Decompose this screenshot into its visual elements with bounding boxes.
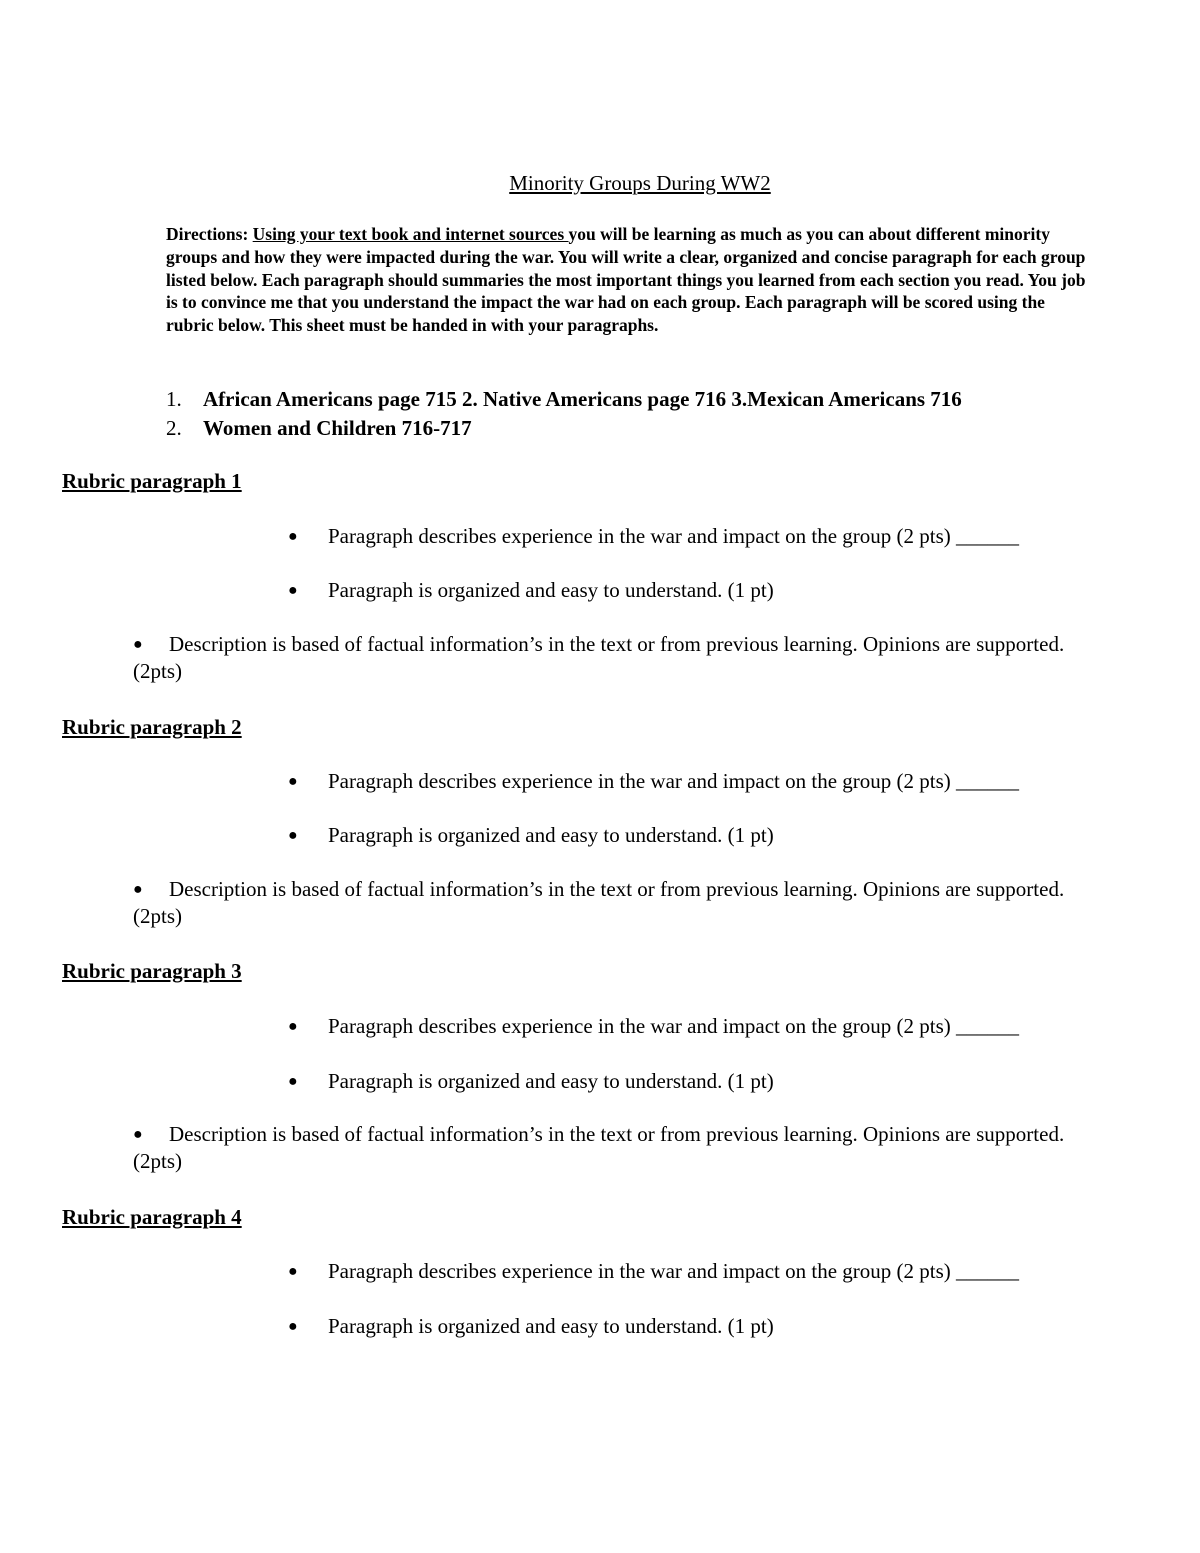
rubric-item-text: Paragraph describes experience in the war and impact on the group (2 pts) ______ bbox=[328, 1259, 1020, 1283]
rubric-item bbox=[288, 1257, 1019, 1286]
group-list-item bbox=[166, 414, 472, 442]
rubric-item-text: Description is based of factual information’s in the text or from previous learning. Opinions are supported. (2pts) bbox=[133, 1122, 1065, 1173]
rubric-heading-4: Rubric paragraph 4 bbox=[62, 1205, 242, 1229]
directions-underlined-text: Using your text book and internet sources bbox=[252, 224, 569, 244]
rubric-heading-1: Rubric paragraph 1 bbox=[62, 469, 242, 493]
bullet-icon: ● bbox=[288, 773, 298, 790]
bullet-icon: ● bbox=[288, 1318, 298, 1335]
group-list-number: 1. bbox=[166, 387, 182, 411]
bullet-icon: ● bbox=[288, 1018, 298, 1035]
rubric-item bbox=[288, 767, 1019, 796]
rubric-item bbox=[133, 1121, 1093, 1175]
bullet-icon: ● bbox=[133, 636, 143, 653]
group-list-item bbox=[166, 385, 962, 413]
bullet-icon: ● bbox=[288, 528, 298, 545]
rubric-item bbox=[288, 522, 1019, 551]
directions-body: you will be learning as much as you can about different minority groups and how they were impacted during the war. You will write a clear, organized and concise paragraph for each group listed below. Each paragraph should summaries the most important things you learned from each section you read. You job is to convince me that you understand the impact the war had on each group. Each paragraph will be scored using the rubric below. This sheet must be handed in with your paragraphs. bbox=[166, 224, 1086, 336]
group-list-text: Women and Children 716-717 bbox=[203, 416, 472, 440]
bullet-icon: ● bbox=[288, 1073, 298, 1090]
directions-paragraph bbox=[166, 223, 1096, 337]
rubric-item bbox=[288, 1312, 774, 1341]
rubric-item bbox=[288, 1012, 1019, 1041]
rubric-item-text: Paragraph is organized and easy to understand. (1 pt) bbox=[328, 1069, 774, 1093]
bullet-icon: ● bbox=[288, 827, 298, 844]
page-title: Minority Groups During WW2 bbox=[509, 171, 771, 195]
bullet-icon: ● bbox=[288, 582, 298, 599]
rubric-item bbox=[288, 1067, 774, 1096]
group-list-number: 2. bbox=[166, 416, 182, 440]
rubric-item-text: Description is based of factual information’s in the text or from previous learning. Opinions are supported. (2pts) bbox=[133, 877, 1065, 928]
rubric-item bbox=[288, 576, 774, 605]
directions-label: Directions: bbox=[166, 224, 253, 244]
rubric-item-text: Paragraph is organized and easy to understand. (1 pt) bbox=[328, 578, 774, 602]
bullet-icon: ● bbox=[133, 1126, 143, 1143]
rubric-heading-2: Rubric paragraph 2 bbox=[62, 715, 242, 739]
rubric-item bbox=[133, 876, 1093, 930]
rubric-item-text: Paragraph describes experience in the war and impact on the group (2 pts) ______ bbox=[328, 524, 1020, 548]
rubric-item-text: Paragraph describes experience in the war and impact on the group (2 pts) ______ bbox=[328, 769, 1020, 793]
bullet-icon: ● bbox=[133, 881, 143, 898]
group-list-text: African Americans page 715 2. Native Americans page 716 3.Mexican Americans 716 bbox=[203, 387, 962, 411]
rubric-item-text: Paragraph is organized and easy to understand. (1 pt) bbox=[328, 1314, 774, 1338]
bullet-icon: ● bbox=[288, 1263, 298, 1280]
rubric-item-text: Paragraph describes experience in the war and impact on the group (2 pts) ______ bbox=[328, 1014, 1020, 1038]
rubric-heading-3: Rubric paragraph 3 bbox=[62, 959, 242, 983]
rubric-item bbox=[288, 821, 774, 850]
rubric-item bbox=[133, 631, 1093, 685]
rubric-item-text: Paragraph is organized and easy to understand. (1 pt) bbox=[328, 823, 774, 847]
rubric-item-text: Description is based of factual information’s in the text or from previous learning. Opinions are supported. (2pts) bbox=[133, 632, 1065, 683]
